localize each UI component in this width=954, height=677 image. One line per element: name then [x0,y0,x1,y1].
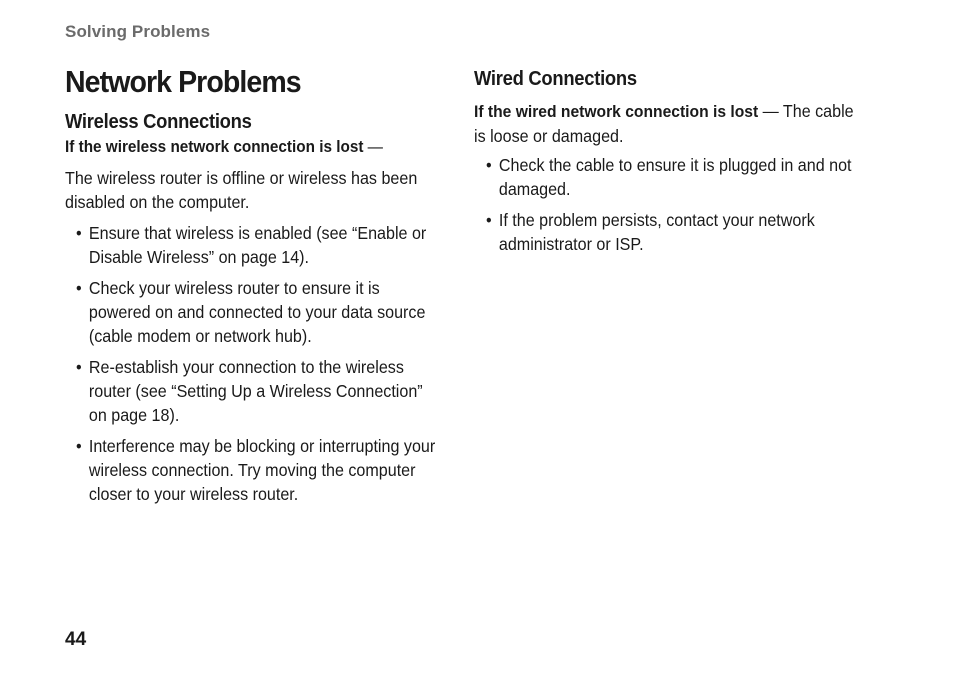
wireless-lead-rest: — [363,137,383,156]
bullet-icon: • [486,155,492,175]
list-item-text: Check the cable to ensure it is plugged in and not damaged. [498,155,852,199]
page-title: Network Problems [65,64,301,99]
list-item [76,276,440,348]
bullet-icon: • [76,357,82,377]
wired-lead-rest: — The cable is loose or damaged. [474,101,854,146]
wireless-bullet-list [76,221,440,513]
list-item [76,434,440,506]
wired-lead [474,99,860,148]
wired-lead-bold: If the wired network connection is lost [474,102,759,121]
wireless-heading: Wireless Connections [65,111,252,133]
list-item-text: Check your wireless router to ensure it is powered on and connected to your data source (cable modem or network hub). [88,278,426,346]
bullet-icon: • [76,223,82,243]
bullet-icon: • [76,278,82,298]
page-number: 44 [65,629,87,650]
list-item [486,208,865,256]
wired-bullet-list [486,153,865,263]
list-item-text: Interference may be blocking or interrupting your wireless connection. Try moving the computer closer to your wireless router. [88,436,436,504]
bullet-icon: • [76,436,82,456]
section-label: Solving Problems [65,22,211,41]
wireless-lead-bold: If the wireless network connection is lost [65,137,364,156]
wireless-description: The wireless router is offline or wireless has been disabled on the computer. [65,168,418,212]
list-item-text: If the problem persists, contact your network administrator or ISP. [498,210,815,254]
list-item [76,221,440,269]
list-item-text: Ensure that wireless is enabled (see “Enable or Disable Wireless” on page 14). [88,223,427,267]
wireless-lead [65,135,383,159]
list-item [76,355,440,427]
wired-heading: Wired Connections [474,68,637,90]
bullet-icon: • [486,210,492,230]
list-item-text: Re-establish your connection to the wireless router (see “Setting Up a Wireless Connection” on page 18). [88,357,423,425]
list-item [486,153,865,201]
